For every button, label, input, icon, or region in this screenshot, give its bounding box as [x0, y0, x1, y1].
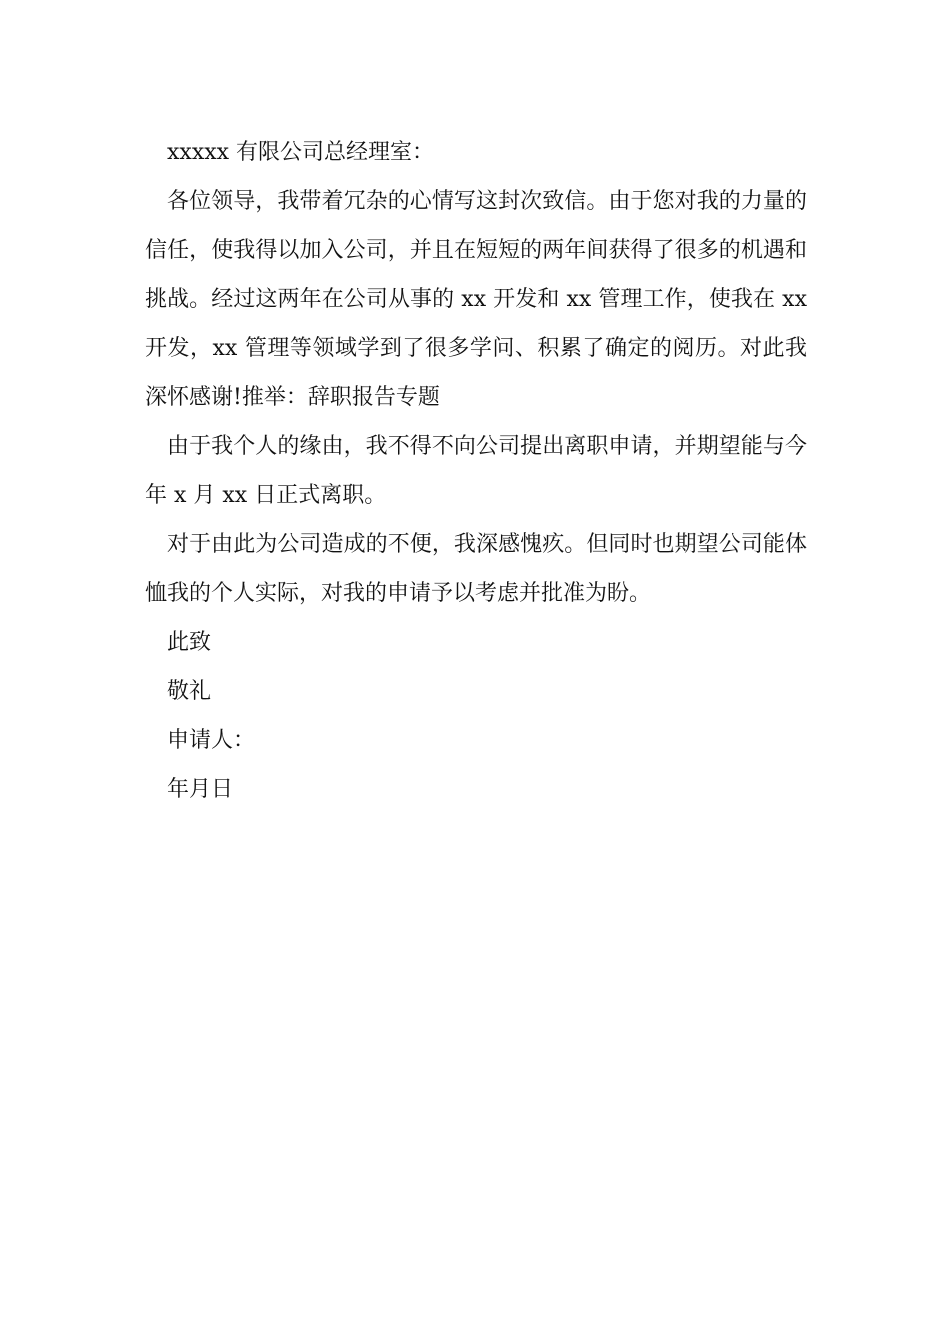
letter-paragraph-2: 由于我个人的缘由，我不得不向公司提出离职申请，并期望能与今年 x 月 xx 日正式离职。 — [145, 434, 807, 508]
letter-paragraph-3: 对于由此为公司造成的不便，我深感愧疚。但同时也期望公司能体恤我的个人实际，对我的申请予以考虑并批准为盼。 — [145, 532, 807, 606]
letter-closing-jing-li: 敬礼 — [167, 679, 212, 704]
letter-closing-ci-zhi: 此致 — [167, 630, 212, 655]
letter-salutation: xxxxx 有限公司总经理室： — [167, 140, 435, 165]
date-label: 年月日 — [167, 777, 234, 802]
letter-paragraph-1: 各位领导，我带着冗杂的心情写这封次致信。由于您对我的力量的信任，使我得以加入公司，并且在短短的两年间获得了很多的机遇和挑战。经过这两年在公司从事的 xx 开发和 xx 管理工作，使我在 xx 开发，xx 管理等领域学到了很多学问、积累了确定的阅历。对此我深怀感谢!推举：辞职报告专题 — [145, 189, 807, 410]
applicant-label: 申请人： — [167, 728, 256, 753]
resignation-letter — [145, 128, 807, 814]
